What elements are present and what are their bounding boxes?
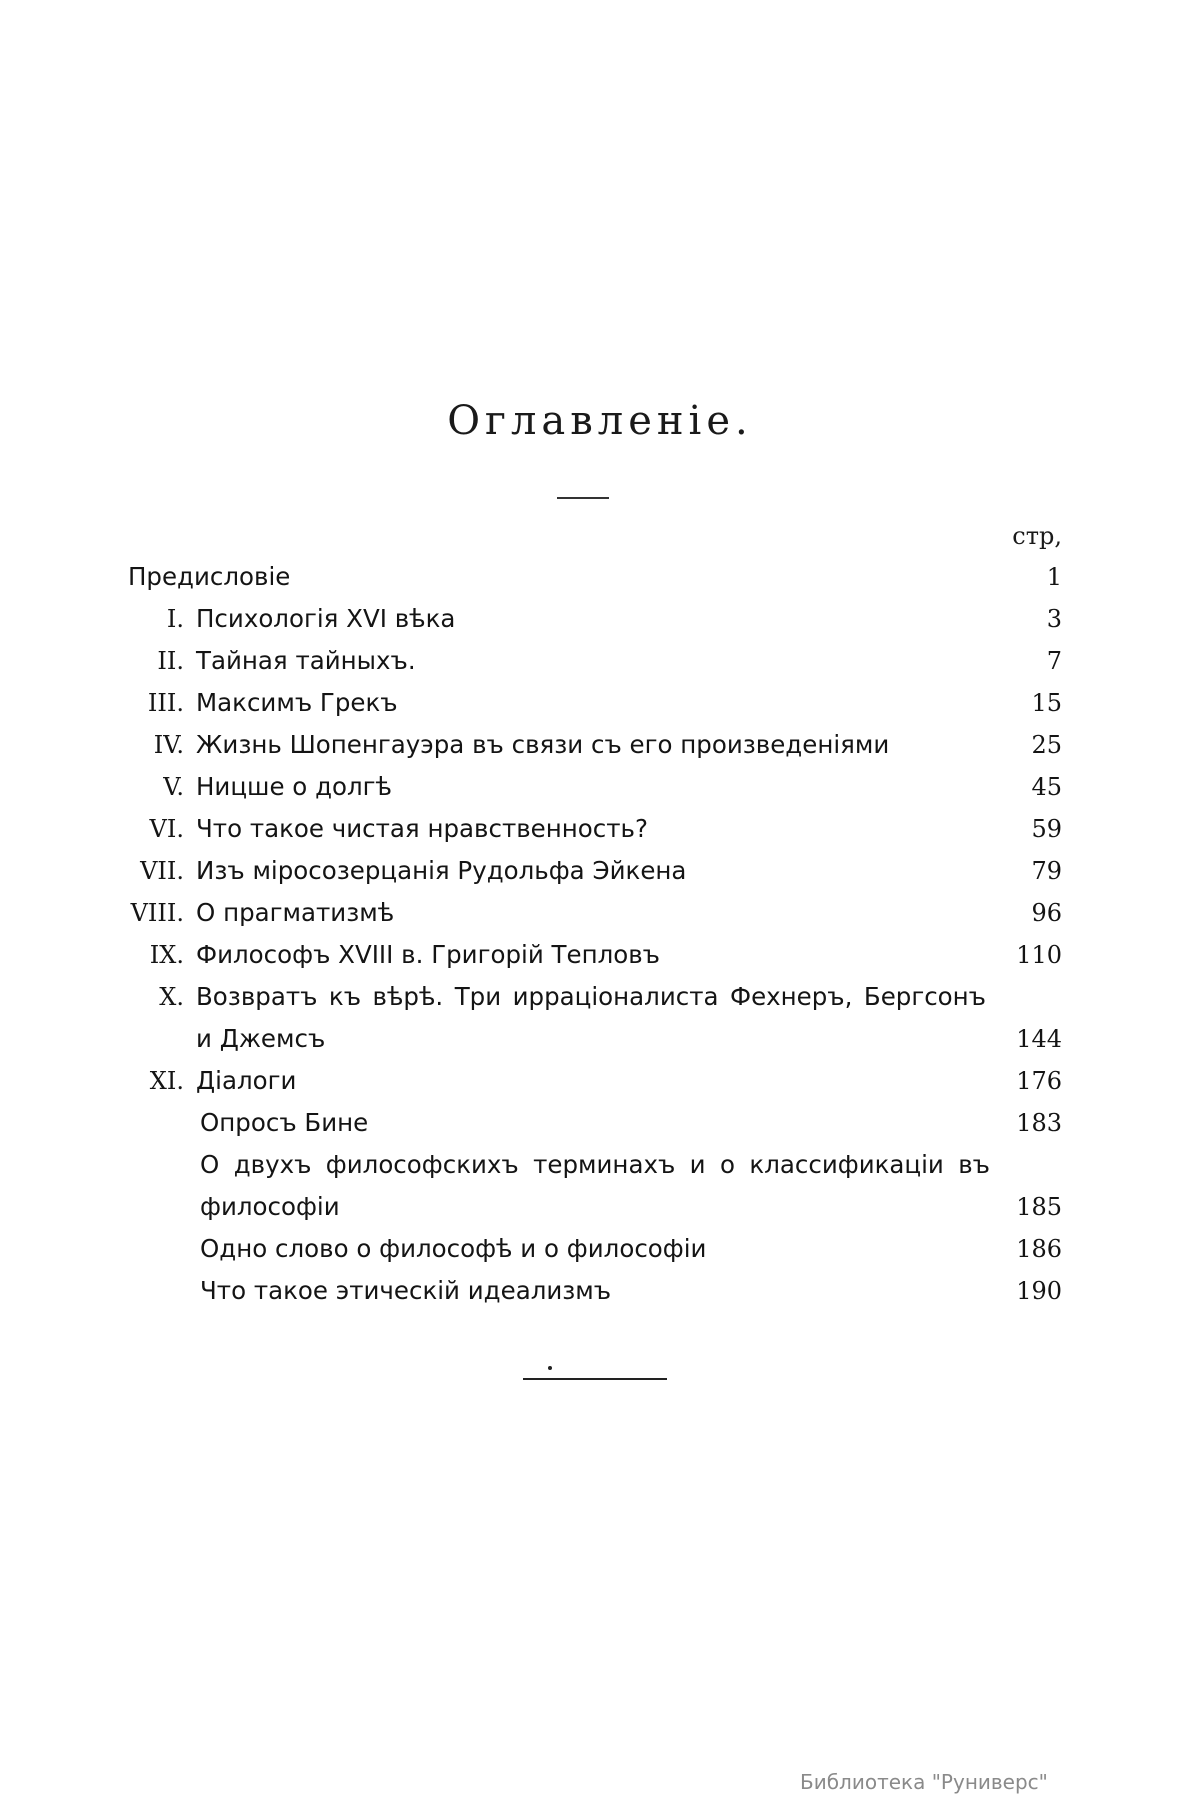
toc-entry-title: О двухъ философскихъ терминахъ и о классификаціи въ: [200, 1150, 990, 1179]
toc-entry-1: [0, 598, 1200, 640]
toc-entry-page: 3: [1046, 605, 1062, 633]
toc-entry-title: и Джемсъ: [196, 1024, 326, 1053]
toc-entry-title: Одно слово о философѣ и о философіи: [200, 1234, 707, 1263]
toc-entry-number: III.: [147, 689, 184, 717]
toc-entry-title: Жизнь Шопенгауэра въ связи съ его произведеніями: [196, 730, 890, 759]
toc-subentry-2: [0, 1144, 1200, 1186]
toc-entry-page: 59: [1031, 815, 1062, 843]
toc-entry-2: [0, 640, 1200, 682]
toc-entry-title: Максимъ Грекъ: [196, 688, 398, 717]
toc-entry-page: 7: [1046, 647, 1062, 675]
toc-entry-title: Что такое этическій идеализмъ: [200, 1276, 612, 1305]
toc-entry-number: VII.: [140, 857, 184, 885]
toc-subentry-4: [0, 1270, 1200, 1312]
toc-entry-number: IX.: [149, 941, 184, 969]
toc-entry-10: [0, 976, 1200, 1018]
ornament-dot: [548, 1366, 552, 1370]
toc-entry-10-continued: [0, 1018, 1200, 1060]
toc-entry-title: Тайная тайныхъ.: [196, 646, 416, 675]
toc-entry-title: Возвратъ къ вѣрѣ. Три ирраціоналиста Фехнеръ, Бергсонъ: [196, 982, 986, 1011]
toc-entry-11: [0, 1060, 1200, 1102]
toc-entry-number: X.: [159, 983, 184, 1011]
toc-entry-page: 183: [1016, 1109, 1062, 1137]
toc-entry-title: Что такое чистая нравственность?: [196, 814, 648, 843]
toc-entry-title: О прагматизмѣ: [196, 898, 395, 927]
page-title: Оглавленіе.: [447, 398, 753, 444]
toc-entry-number: XI.: [149, 1067, 184, 1095]
toc-entry-title: Ницше о долгѣ: [196, 772, 392, 801]
page-column-label: стр,: [1012, 522, 1062, 550]
toc-entry-title: Изъ міросозерцанія Рудольфа Эйкена: [196, 856, 687, 885]
toc-entry-title: философіи: [200, 1192, 340, 1221]
toc-entry-page: 190: [1016, 1277, 1062, 1305]
toc-entry-page: 25: [1031, 731, 1062, 759]
closing-divider: [523, 1378, 667, 1380]
toc-entry-page: 1: [1046, 563, 1062, 591]
toc-entry-page: 96: [1031, 899, 1062, 927]
toc-entry-preface: [0, 556, 1200, 598]
toc-entry-number: I.: [166, 605, 184, 633]
toc-subentry-2-continued: [0, 1186, 1200, 1228]
toc-entry-page: 79: [1031, 857, 1062, 885]
toc-entry-title: Философъ XVIII в. Григорій Тепловъ: [196, 940, 660, 969]
toc-entry-title: Діалоги: [196, 1066, 297, 1095]
toc-entry-page: 110: [1016, 941, 1062, 969]
toc-entry-number: V.: [163, 773, 184, 801]
toc-entry-page: 15: [1031, 689, 1062, 717]
toc-subentry-1: [0, 1102, 1200, 1144]
toc-entry-7: [0, 850, 1200, 892]
toc-entry-4: [0, 724, 1200, 766]
toc-entry-page: 144: [1016, 1025, 1062, 1053]
table-of-contents: [0, 556, 1200, 1312]
toc-entry-number: VIII.: [130, 899, 184, 927]
toc-entry-8: [0, 892, 1200, 934]
toc-entry-title: Психологія XVI вѣка: [196, 604, 456, 633]
toc-entry-page: 185: [1016, 1193, 1062, 1221]
toc-entry-number: IV.: [153, 731, 184, 759]
toc-entry-5: [0, 766, 1200, 808]
toc-entry-9: [0, 934, 1200, 976]
toc-entry-page: 45: [1031, 773, 1062, 801]
library-watermark: Библиотека "Руниверс": [800, 1770, 1048, 1794]
toc-entry-3: [0, 682, 1200, 724]
toc-entry-number: VI.: [149, 815, 184, 843]
toc-entry-6: [0, 808, 1200, 850]
toc-entry-page: 186: [1016, 1235, 1062, 1263]
toc-subentry-3: [0, 1228, 1200, 1270]
toc-entry-page: 176: [1016, 1067, 1062, 1095]
toc-entry-number: II.: [157, 647, 184, 675]
toc-entry-title: Предисловіе: [128, 562, 291, 591]
toc-entry-title: Опросъ Бине: [200, 1108, 369, 1137]
title-divider: [557, 497, 609, 499]
